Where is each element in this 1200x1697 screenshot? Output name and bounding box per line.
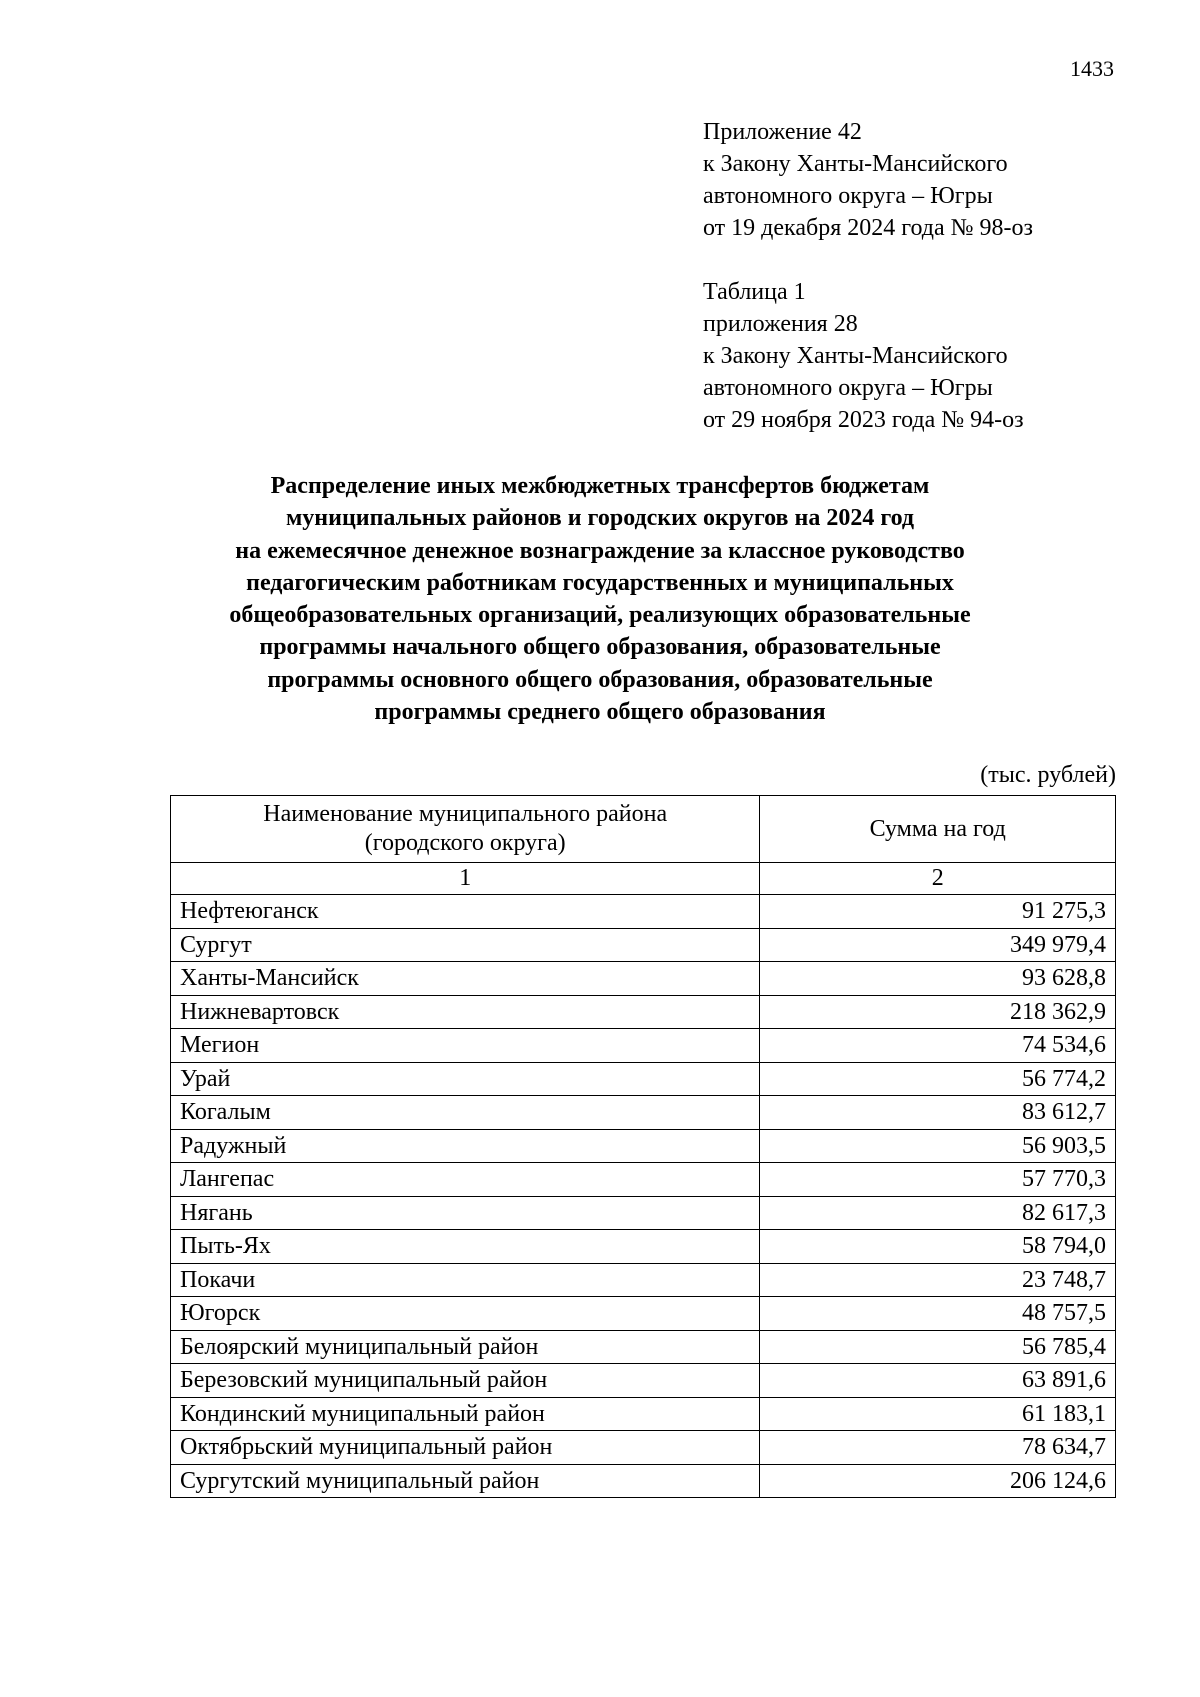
table-row (171, 1129, 1116, 1163)
transfers-table (170, 795, 1116, 1498)
annual-amount: 349 979,4 (760, 928, 1116, 962)
annual-amount: 58 794,0 (760, 1230, 1116, 1264)
table-ref-line: от 29 ноября 2023 года № 94-оз (703, 407, 1024, 433)
annual-amount: 82 617,3 (760, 1196, 1116, 1230)
municipality-name: Пыть-Ях (171, 1230, 760, 1264)
column-number: 2 (760, 863, 1116, 895)
annual-amount: 56 774,2 (760, 1062, 1116, 1096)
municipality-name: Мегион (171, 1029, 760, 1063)
table-row (171, 1062, 1116, 1096)
header-municipality (171, 796, 760, 863)
header-amount: Сумма на год (760, 796, 1116, 863)
table-row (171, 1330, 1116, 1364)
municipality-name: Кондинский муниципальный район (171, 1397, 760, 1431)
annual-amount: 63 891,6 (760, 1364, 1116, 1398)
title-line: программы среднего общего образования (374, 699, 826, 726)
table-row (171, 962, 1116, 996)
appendix-line: от 19 декабря 2024 года № 98-оз (703, 215, 1034, 241)
column-number-row (171, 863, 1116, 895)
annual-amount: 61 183,1 (760, 1397, 1116, 1431)
table-ref-line: Таблица 1 (703, 279, 806, 305)
table-row (171, 1029, 1116, 1063)
appendix-line: Приложение 42 (703, 119, 862, 145)
table-row (171, 1230, 1116, 1264)
annual-amount: 93 628,8 (760, 962, 1116, 996)
table-row (171, 1297, 1116, 1331)
table-header-row (171, 796, 1116, 863)
municipality-name: Югорск (171, 1297, 760, 1331)
table-row (171, 895, 1116, 929)
table-ref-line: автономного округа – Югры (703, 375, 993, 401)
municipality-name: Когалым (171, 1096, 760, 1130)
municipality-name: Сургутский муниципальный район (171, 1464, 760, 1498)
annual-amount: 91 275,3 (760, 895, 1116, 929)
municipality-name: Октябрьский муниципальный район (171, 1431, 760, 1465)
annual-amount: 56 785,4 (760, 1330, 1116, 1364)
municipality-name: Нижневартовск (171, 995, 760, 1029)
annual-amount: 23 748,7 (760, 1263, 1116, 1297)
table-row (171, 1096, 1116, 1130)
municipality-name: Белоярский муниципальный район (171, 1330, 760, 1364)
appendix-line: автономного округа – Югры (703, 183, 993, 209)
municipality-name: Покачи (171, 1263, 760, 1297)
municipality-name: Нягань (171, 1196, 760, 1230)
annual-amount: 56 903,5 (760, 1129, 1116, 1163)
table-row (171, 1364, 1116, 1398)
table-ref-line: приложения 28 (703, 311, 858, 337)
municipality-name: Березовский муниципальный район (171, 1364, 760, 1398)
table-row (171, 928, 1116, 962)
annual-amount: 48 757,5 (760, 1297, 1116, 1331)
title-line: муниципальных районов и городских округов на 2024 год (285, 505, 915, 532)
header-name-line: (городского округа) (364, 830, 566, 856)
municipality-name: Радужный (171, 1129, 760, 1163)
title-line: педагогическим работникам государственных и муниципальных (246, 569, 954, 596)
table-row (171, 1263, 1116, 1297)
annual-amount: 206 124,6 (760, 1464, 1116, 1498)
municipality-name: Сургут (171, 928, 760, 962)
municipality-name: Урай (171, 1062, 760, 1096)
annual-amount: 57 770,3 (760, 1163, 1116, 1197)
header-name-line: Наименование муниципального района (263, 801, 668, 827)
table-body (171, 895, 1116, 1498)
table-row (171, 1431, 1116, 1465)
title-line: общеобразовательных организаций, реализующих образовательные (229, 602, 971, 629)
municipality-name: Нефтеюганск (171, 895, 760, 929)
annual-amount: 78 634,7 (760, 1431, 1116, 1465)
annual-amount: 83 612,7 (760, 1096, 1116, 1130)
table-row (171, 995, 1116, 1029)
page-number: 1433 (1070, 56, 1114, 81)
annual-amount: 74 534,6 (760, 1029, 1116, 1063)
annual-amount: 218 362,9 (760, 995, 1116, 1029)
title-line: программы основного общего образования, образовательные (267, 666, 933, 693)
column-number: 1 (171, 863, 760, 895)
table-row (171, 1196, 1116, 1230)
title-line: Распределение иных межбюджетных трансфертов бюджетам (270, 473, 930, 499)
title-line: программы начального общего образования, образовательные (259, 634, 941, 661)
appendix-line: к Закону Ханты-Мансийского (703, 151, 1008, 177)
municipality-name: Лангепас (171, 1163, 760, 1197)
table-row (171, 1163, 1116, 1197)
municipality-name: Ханты-Мансийск (171, 962, 760, 996)
title-line: на ежемесячное денежное вознаграждение за классное руководство (235, 537, 965, 564)
table-reference (703, 276, 1024, 436)
units-note: (тыс. рублей) (980, 762, 1116, 788)
appendix-reference (703, 116, 1033, 244)
table-row (171, 1397, 1116, 1431)
document-title (150, 470, 1050, 728)
table-ref-line: к Закону Ханты-Мансийского (703, 343, 1008, 369)
table-row (171, 1464, 1116, 1498)
